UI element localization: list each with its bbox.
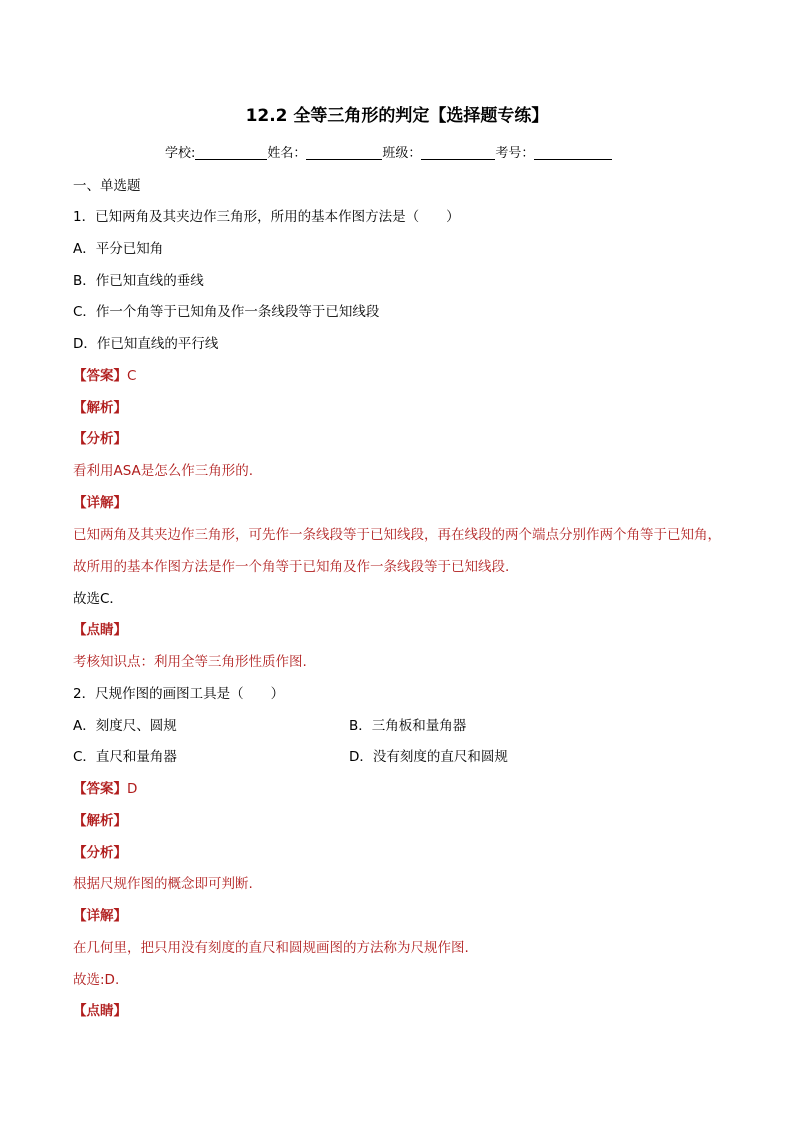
q2-analysis-label: 【解析】: [73, 813, 127, 829]
q1-option-a: A．平分已知角: [73, 241, 164, 257]
q2-detail-label: 【详解】: [73, 908, 127, 924]
q2-answer-value: D: [127, 781, 138, 797]
q1-detail-label: 【详解】: [73, 495, 127, 511]
q1-fenxi-text: 看利用ASA是怎么作三角形的.: [73, 463, 254, 479]
q2-options-row-1: [73, 717, 723, 735]
exam-no-label: 考号：: [495, 146, 535, 161]
q2-fenxi-text: 根据尺规作图的概念即可判断.: [73, 876, 253, 892]
q2-option-a: A．刻度尺、圆规: [73, 718, 177, 734]
school-label: 学校:: [165, 146, 196, 161]
q2-option-c: C．直尺和量角器: [73, 749, 177, 765]
q1-fenxi-label: 【分析】: [73, 431, 127, 447]
q1-option-b: B．作已知直线的垂线: [73, 273, 204, 289]
q1-choose: 故选C．: [73, 591, 123, 607]
school-blank[interactable]: [195, 145, 267, 160]
q2-fenxi-label: 【分析】: [73, 845, 127, 861]
section-heading: 一、单选题: [73, 178, 141, 194]
exam-no-blank[interactable]: [534, 145, 612, 160]
q2-option-d: D．没有刻度的直尺和圆规: [349, 749, 508, 765]
q2-choose: 故选:D.: [73, 972, 120, 988]
q2-answer-label: 【答案】: [73, 781, 127, 797]
q2-options-row-2: [73, 748, 723, 766]
q1-detail-text: 已知两角及其夹边作三角形，可先作一条线段等于已知线段，再在线段的两个端点分别作两个角等于已知角，故所用的基本作图方法是作一个角等于已知角及作一条线段等于已知线段.: [73, 527, 721, 575]
q1-analysis-label: 【解析】: [73, 400, 127, 416]
q1-answer-label: 【答案】: [73, 368, 127, 384]
q1-dianjing-label: 【点睛】: [73, 622, 127, 638]
name-blank[interactable]: [306, 145, 382, 160]
q1-option-d: D．作已知直线的平行线: [73, 336, 219, 352]
class-label: 班级：: [382, 146, 422, 161]
q2-detail-text: 在几何里，把只用没有刻度的直尺和圆规画图的方法称为尺规作图.: [73, 940, 469, 956]
q1-stem: 1．已知两角及其夹边作三角形，所用的基本作图方法是（ ）: [73, 209, 460, 225]
q1-dianjing-text: 考核知识点：利用全等三角形性质作图.: [73, 654, 307, 670]
q1-answer-line: [73, 367, 136, 385]
class-blank[interactable]: [421, 145, 495, 160]
document-title: 12.2 全等三角形的判定【选择题专练】: [245, 106, 549, 126]
q2-dianjing-label: 【点睛】: [73, 1003, 127, 1019]
q1-answer-value: C: [127, 368, 137, 384]
q1-option-c: C．作一个角等于已知角及作一条线段等于已知线段: [73, 304, 380, 320]
q2-answer-line: [73, 780, 137, 798]
q2-stem: 2．尺规作图的画图工具是（ ）: [73, 686, 285, 702]
q2-option-b: B．三角板和量角器: [349, 718, 467, 734]
student-info-line: [165, 145, 612, 163]
name-label: 姓名：: [267, 146, 307, 161]
